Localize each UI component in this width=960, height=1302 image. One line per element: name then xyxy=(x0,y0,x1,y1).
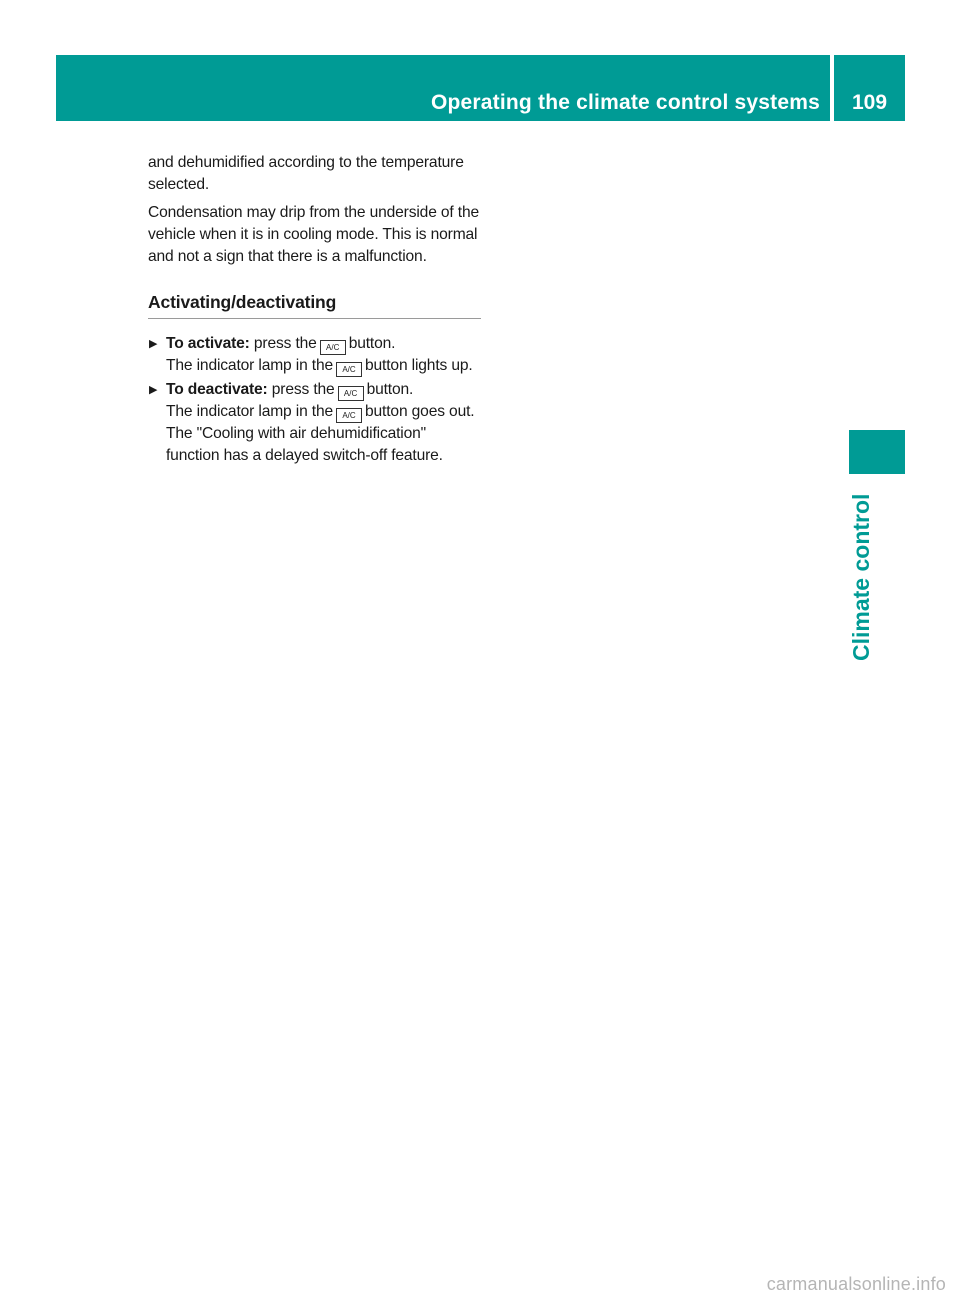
paragraph-condensation: Condensation may drip from the underside of the vehicle when it is in cooling mode. This is normal and not a sign that there is a malfunction. xyxy=(148,204,480,265)
side-tab-marker xyxy=(849,430,905,474)
section-heading: Activating/deactivating xyxy=(148,290,481,319)
chapter-title: Operating the climate control systems xyxy=(430,91,820,114)
ac-button-icon: A/C xyxy=(320,340,346,355)
step-text: button. xyxy=(348,335,396,352)
ac-button-icon: A/C xyxy=(338,386,364,401)
step-label: To activate: xyxy=(166,335,254,352)
step-result: button lights up. xyxy=(365,357,473,374)
step-text: button. xyxy=(366,381,414,398)
step-label: To deactivate: xyxy=(166,381,272,398)
step-activate xyxy=(148,333,481,377)
step-text: press the xyxy=(253,335,317,352)
header-bar xyxy=(56,55,905,121)
watermark: carmanualsonline.info xyxy=(766,1274,946,1294)
right-arrow-icon: ▶ xyxy=(149,384,158,396)
step-text: press the xyxy=(271,381,335,398)
paragraph-dehumidified: and dehumidified according to the temperature selected. xyxy=(148,154,464,193)
step-result: The indicator lamp in the xyxy=(166,357,334,374)
step-result: button goes out. The "Cooling with air dehumidification" function has a delayed switch-off feature. xyxy=(166,403,475,464)
instruction-steps xyxy=(148,333,481,467)
right-arrow-icon: ▶ xyxy=(149,338,158,350)
ac-button-icon: A/C xyxy=(336,408,362,423)
side-tab-label: Climate control xyxy=(848,493,874,661)
step-deactivate xyxy=(148,379,481,467)
ac-button-icon: A/C xyxy=(336,362,362,377)
main-content xyxy=(148,152,481,469)
step-result: The indicator lamp in the xyxy=(166,403,334,420)
page-number: 109 xyxy=(851,91,888,114)
